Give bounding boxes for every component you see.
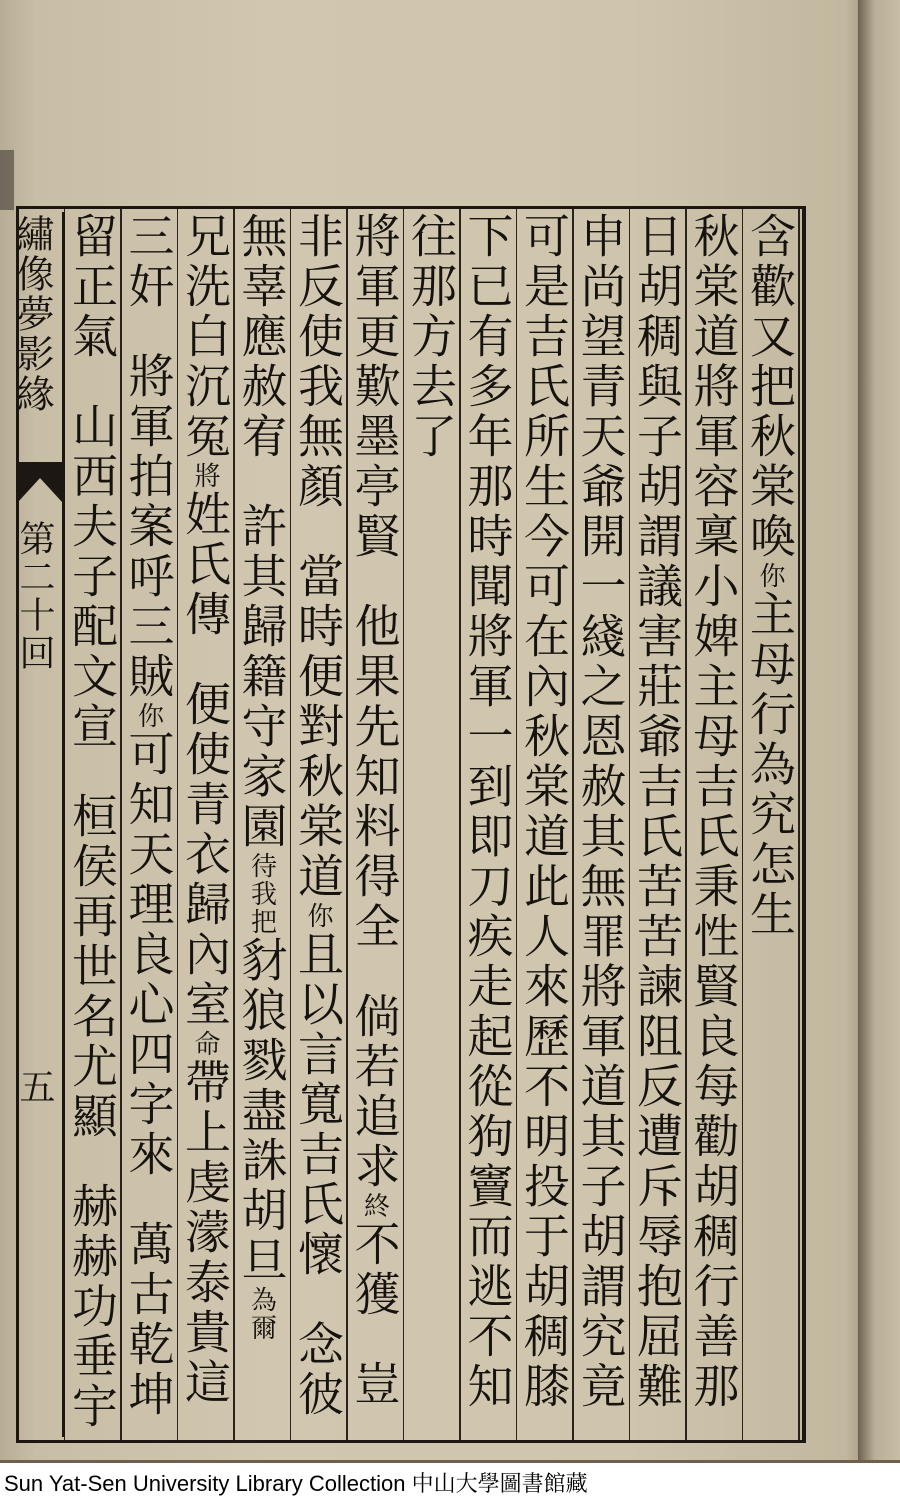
- text-segment: 主母行為究怎生: [743, 590, 797, 940]
- small-text: 終: [359, 1192, 390, 1220]
- text-column: [458, 212, 518, 1437]
- text-segment: 且以言寬吉氏懷: [291, 930, 345, 1280]
- small-text: 待我把: [246, 852, 277, 936]
- text-segment: 姓氏傳: [178, 490, 232, 640]
- small-text: 將: [190, 462, 220, 490]
- text-column: [571, 212, 631, 1437]
- text-segment: 當時便對秋棠道: [291, 552, 345, 902]
- text-segment: 三奸: [121, 212, 176, 312]
- book-title: 繡像夢影緣: [10, 214, 54, 414]
- small-text: 你: [755, 562, 785, 590]
- text-column: [175, 212, 235, 1437]
- text-segment: 日胡稠與子胡謂議害莊爺吉氏苦苦諫阻反遭斥辱抱屈難: [630, 212, 684, 1412]
- text-segment: 倘若追求: [347, 992, 402, 1192]
- next-page-edge: [858, 0, 900, 1460]
- text-segment: 無辜應赦宥: [234, 212, 289, 462]
- small-text: 為爾: [246, 1286, 277, 1342]
- small-text: 你: [303, 902, 333, 930]
- small-text: 你: [133, 702, 164, 730]
- text-segment: 豺狼戮盡誅胡旦: [234, 936, 289, 1286]
- text-segment: 將軍更歎墨亭賢: [347, 212, 402, 562]
- text-segment: 便使青衣歸內室: [178, 680, 232, 1030]
- small-text: 命: [190, 1030, 220, 1058]
- text-segment: 不獲: [347, 1220, 402, 1320]
- text-segment: 帶上虔濛泰貴這: [178, 1058, 232, 1408]
- text-column: [119, 212, 179, 1437]
- text-segment: 下已有多年那時聞將軍一到即刀疾走起從狗竇而逃不知: [460, 212, 515, 1412]
- text-segment: 含歡又把秋棠喚: [743, 212, 797, 562]
- text-segment: 念彼: [291, 1320, 345, 1420]
- text-segment: 非反使我無顏: [291, 212, 345, 512]
- text-column: [627, 212, 687, 1437]
- text-segment: 他果先知料得全: [347, 602, 402, 952]
- text-segment: 萬古乾坤: [121, 1220, 176, 1420]
- chapter-label: 第二十回: [14, 520, 55, 672]
- text-column: [62, 212, 122, 1437]
- text-segment: 許其歸籍守家園: [234, 502, 289, 852]
- text-segment: 山西夫子配文宣: [65, 402, 119, 752]
- text-column: [232, 212, 292, 1437]
- text-segment: 桓侯再世名尤顯: [65, 792, 119, 1142]
- text-column: [684, 212, 744, 1437]
- text-segment: 赫赫功垂宇: [65, 1182, 119, 1432]
- text-column: [401, 212, 461, 1437]
- text-segment: 秋棠道將軍容稟小婢主母吉氏秉性賢良每勸胡稠行善那: [686, 212, 741, 1412]
- page-number: 五: [14, 1068, 55, 1104]
- text-column: [514, 212, 574, 1437]
- text-segment: 將軍拍案呼三賊: [121, 352, 176, 702]
- text-column: [288, 212, 348, 1437]
- text-segment: 往那方去了: [404, 212, 458, 462]
- text-segment: 兄洗白沉冤: [178, 212, 232, 462]
- text-column: [345, 212, 405, 1437]
- collection-caption: Sun Yat-Sen University Library Collection 中山大學圖書館藏: [0, 1463, 900, 1505]
- text-segment: 豈: [347, 1360, 402, 1410]
- fold-mark: [0, 150, 14, 210]
- text-segment: 留正氣: [65, 212, 119, 362]
- text-segment: 可知天理良心四字來: [121, 730, 176, 1180]
- text-segment: 可是吉氏所生今可在內秋棠道此人來歷不明投于胡稠膝: [517, 212, 571, 1412]
- text-segment: 申尚望青天爺開一綫之恩赦其無罪將軍道其子胡謂究竟: [573, 212, 628, 1412]
- text-column: [740, 212, 800, 1437]
